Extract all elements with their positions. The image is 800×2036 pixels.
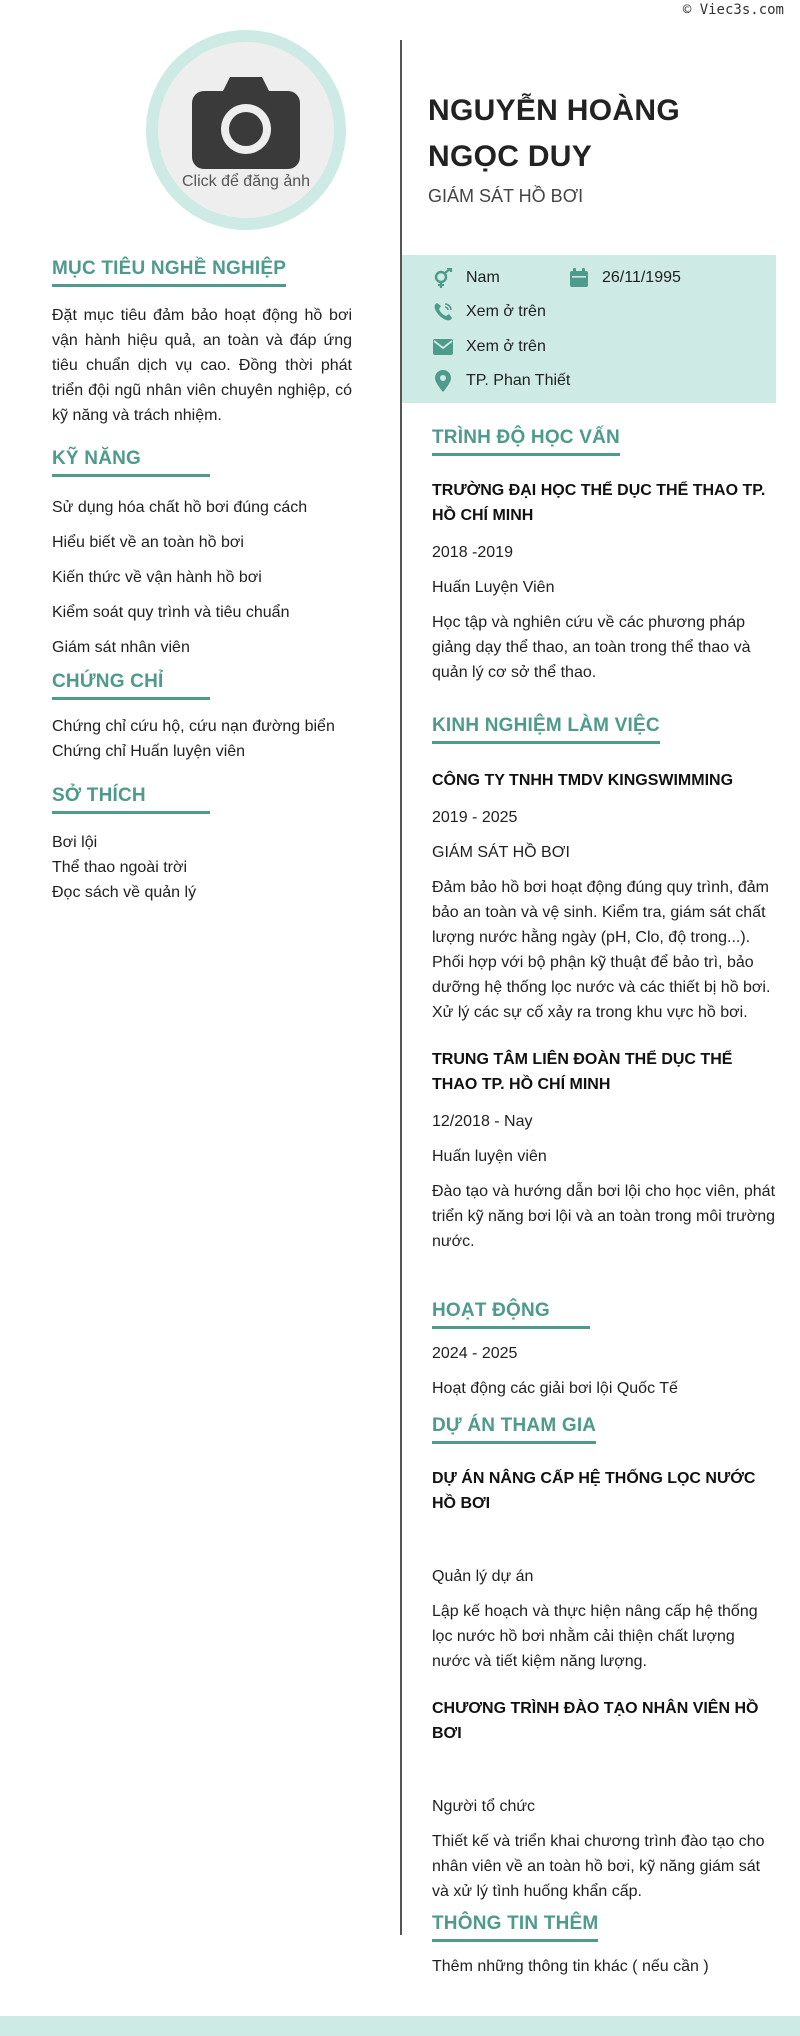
email-icon	[432, 336, 454, 358]
objective-section	[52, 258, 352, 428]
birthday-row	[568, 267, 681, 289]
project-role: Người tổ chức	[432, 1798, 536, 1815]
experience-company: TRUNG TÂM LIÊN ĐOÀN THỂ DỤC THỂ THAO TP. HỒ CHÍ MINH	[432, 1051, 733, 1093]
projects-section	[432, 1415, 776, 1904]
activities-section	[432, 1300, 776, 1401]
education-description: Học tập và nghiên cứu về các phương pháp giảng dạy thể thao, an toàn trong thể thao và quản lý cơ sở thể thao.	[432, 614, 751, 681]
skill-item: Sử dụng hóa chất hồ bơi đúng cách	[52, 499, 308, 516]
avatar-upload[interactable]	[158, 42, 334, 218]
skills-title: KỸ NĂNG	[52, 448, 210, 477]
education-school: TRƯỜNG ĐẠI HỌC THỂ DỤC THỂ THAO TP. HỒ CHÍ MINH	[432, 482, 766, 524]
hobby-item: Bơi lội	[52, 834, 98, 851]
gender-value: Nam	[466, 269, 500, 286]
experience-section	[432, 715, 776, 1254]
extra-title: THÔNG TIN THÊM	[432, 1913, 598, 1942]
skill-item: Kiểm soát quy trình và tiêu chuẩn	[52, 604, 290, 621]
experience-title: KINH NGHIỆM LÀM VIỆC	[432, 715, 660, 744]
extra-section	[432, 1913, 776, 1979]
experience-description: Đào tạo và hướng dẫn bơi lội cho học viên, phát triển kỹ năng bơi lội và an toàn trong môi trường nước.	[432, 1183, 776, 1250]
location-row	[432, 370, 570, 392]
skills-list	[52, 495, 352, 660]
education-period: 2018 -2019	[432, 544, 513, 561]
projects-title: DỰ ÁN THAM GIA	[432, 1415, 596, 1444]
full-name: NGUYỄN HOÀNG NGỌC DUY	[428, 94, 680, 173]
experience-company: CÔNG TY TNHH TMDV KINGSWIMMING	[432, 772, 734, 789]
camera-icon	[192, 77, 300, 169]
gender-icon	[432, 267, 454, 289]
avatar-ring	[146, 30, 346, 230]
certificates-title: CHỨNG CHỈ	[52, 671, 210, 700]
email-row	[432, 336, 546, 358]
phone-value: Xem ở trên	[466, 303, 546, 320]
objective-text: Đặt mục tiêu đảm bảo hoạt động hồ bơi vận hành hiệu quả, an toàn và đáp ứng tiêu chuẩn dịch vụ cao. Đồng thời phát triển đội ngũ nhân viên chuyên nghiệp, có kỹ năng và trách nhiệm.	[52, 307, 352, 424]
hobby-item: Đọc sách về quản lý	[52, 884, 197, 901]
location-value: TP. Phan Thiết	[466, 372, 571, 389]
skill-item: Hiểu biết về an toàn hồ bơi	[52, 534, 244, 551]
project-name: CHƯƠNG TRÌNH ĐÀO TẠO NHÂN VIÊN HỒ BƠI	[432, 1700, 759, 1742]
experience-period: 2019 - 2025	[432, 809, 518, 826]
project-role: Quản lý dự án	[432, 1568, 534, 1585]
calendar-icon	[568, 267, 590, 289]
location-pin-icon	[432, 370, 454, 392]
hobbies-title: SỞ THÍCH	[52, 785, 210, 814]
job-role: GIÁM SÁT HỒ BƠI	[428, 186, 584, 206]
certificates-section	[52, 671, 352, 764]
extra-text: Thêm những thông tin khác ( nếu cần )	[432, 1958, 709, 1975]
avatar-caption: Click để đăng ảnh	[181, 173, 311, 190]
education-title: TRÌNH ĐỘ HỌC VẤN	[432, 427, 620, 456]
skill-item: Kiến thức về vận hành hồ bơi	[52, 569, 262, 586]
gender-row	[432, 267, 500, 289]
contact-box	[402, 255, 776, 403]
activities-description: Hoạt động các giải bơi lội Quốc Tế	[432, 1380, 678, 1397]
certificate-item: Chứng chỉ cứu hộ, cứu nạn đường biển	[52, 718, 335, 735]
skills-section	[52, 448, 352, 670]
skill-item: Giám sát nhân viên	[52, 639, 190, 656]
birthday-value: 26/11/1995	[602, 269, 681, 286]
project-name: DỰ ÁN NÂNG CẤP HỆ THỐNG LỌC NƯỚC HỒ BƠI	[432, 1470, 756, 1512]
phone-row	[432, 301, 546, 323]
hobbies-section	[52, 785, 352, 905]
project-description: Thiết kế và triển khai chương trình đào tạo cho nhân viên về an toàn hồ bơi, kỹ năng giám sát và xử lý tình huống khẩn cấp.	[432, 1833, 765, 1900]
objective-title: MỤC TIÊU NGHỀ NGHIỆP	[52, 258, 286, 287]
experience-description: Đảm bảo hồ bơi hoạt động đúng quy trình, đảm bảo an toàn và vệ sinh. Kiểm tra, giám sát chất lượng nước hằng ngày (pH, Clo, độ trong...). Phối hợp với bộ phận kỹ thuật để bảo trì, bảo dưỡng hệ thống lọc nước và các thiết bị hồ bơi. Xử lý các sự cố xảy ra trong khu vực hồ bơi.	[432, 879, 771, 1021]
experience-position: Huấn luyện viên	[432, 1148, 547, 1165]
hobbies-list	[52, 830, 352, 905]
project-description: Lập kế hoạch và thực hiện nâng cấp hệ thống lọc nước hồ bơi nhằm cải thiện chất lượng nước và tiết kiệm năng lượng.	[432, 1603, 758, 1670]
hobby-item: Thể thao ngoài trời	[52, 859, 188, 876]
activities-period: 2024 - 2025	[432, 1345, 518, 1362]
education-major: Huấn Luyện Viên	[432, 579, 555, 596]
experience-period: 12/2018 - Nay	[432, 1113, 533, 1130]
footer-copyright: © Viec3s.com	[682, 2, 784, 18]
email-value: Xem ở trên	[466, 338, 546, 355]
footer-bar	[0, 2016, 800, 2036]
phone-icon	[432, 301, 454, 323]
activities-title: HOẠT ĐỘNG	[432, 1300, 590, 1329]
education-section	[432, 427, 776, 685]
certificate-item: Chứng chỉ Huấn luyện viên	[52, 743, 246, 760]
experience-position: GIÁM SÁT HỒ BƠI	[432, 844, 570, 861]
certificates-list	[52, 714, 352, 764]
